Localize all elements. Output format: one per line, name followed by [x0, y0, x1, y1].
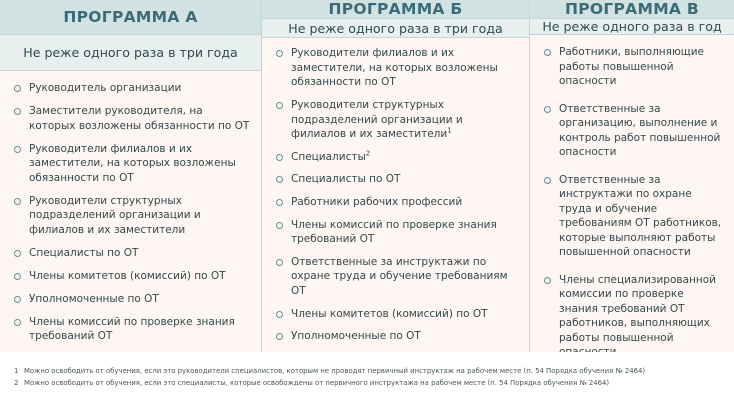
- list-item: [14, 81, 251, 96]
- program-a-frequency: Не реже одного раза в три года: [0, 34, 261, 71]
- list-item: [276, 255, 519, 299]
- program-v-list-container: [530, 35, 734, 373]
- list-item-text: Руководители структурных подразделений организации и филиалов и их заместители: [291, 99, 463, 140]
- circle-bullet-icon: [544, 49, 551, 56]
- circle-bullet-icon: [544, 106, 551, 113]
- circle-bullet-icon: [544, 177, 551, 184]
- list-item-text: Члены комиссий по проверке знания требований ОТ: [29, 315, 235, 342]
- list-item: [276, 329, 519, 344]
- program-v-frequency: Не реже одного раза в год: [530, 18, 734, 35]
- list-item-text: Работники, выполняющие работы повышенной опасности: [559, 46, 704, 87]
- footnote-number: 2: [14, 378, 19, 387]
- list-item-text: Члены комитетов (комиссий) по ОТ: [29, 269, 226, 282]
- program-b-column: [262, 0, 530, 352]
- circle-bullet-icon: [276, 311, 283, 318]
- list-item-text: Специалисты: [291, 150, 366, 163]
- list-item-text: Члены специализированной комиссии по проверке знания требований ОТ работников, выполняющих работы повышенной: [559, 273, 716, 344]
- list-item: [276, 98, 519, 142]
- list-item: [276, 172, 519, 187]
- list-item: [14, 142, 251, 186]
- list-item: [14, 292, 251, 307]
- list-item-text: Руководители филиалов и их заместители, на которых возложены обязанности по ОТ: [29, 142, 236, 184]
- list-item: [276, 46, 519, 90]
- list-item-text: Уполномоченные по ОТ: [291, 330, 421, 343]
- list-item-text: Руководители структурных подразделений организации и филиалов и их заместители: [29, 194, 201, 236]
- circle-bullet-icon: [14, 319, 21, 326]
- list-item: [14, 104, 251, 133]
- list-item: [544, 45, 724, 89]
- list-item: [276, 307, 519, 322]
- list-item: [14, 269, 251, 284]
- circle-bullet-icon: [14, 273, 21, 280]
- program-b-list-container: [262, 38, 529, 352]
- footnotes: [0, 352, 734, 408]
- list-item-text: Ответственные за инструктажи по охране труда и обучение требованиям ОТ: [291, 255, 508, 297]
- list-item: [276, 150, 519, 165]
- list-item-text: Руководители филиалов и их заместители, на которых возложены обязанности по ОТ: [291, 47, 498, 89]
- list-item-text: Члены комиссий по проверке знания требований ОТ: [291, 218, 497, 246]
- circle-bullet-icon: [276, 333, 283, 340]
- footnote: [14, 366, 734, 378]
- circle-bullet-icon: [276, 154, 283, 161]
- circle-bullet-icon: [276, 222, 283, 229]
- program-v-column: [530, 0, 734, 352]
- circle-bullet-icon: [14, 250, 21, 257]
- program-b-title: ПРОГРАММА Б: [262, 0, 529, 18]
- circle-bullet-icon: [276, 50, 283, 57]
- circle-bullet-icon: [14, 296, 21, 303]
- program-b-list: [276, 46, 519, 344]
- circle-bullet-icon: [14, 108, 21, 115]
- footnote-text: Можно освободить от обучения, если это руководители специалистов, которым не проводят первичный инструктаж на рабочем месте (п. 54 Порядка обучения № 2464): [24, 367, 646, 375]
- list-item-text: Ответственные за инструктажи по охране труда и обучение требованиям ОТ работников, которые выполняют работы повышенной опасности: [559, 173, 722, 258]
- list-item-text: Специалисты по ОТ: [291, 173, 401, 186]
- footnote-ref: 2: [365, 149, 371, 158]
- program-a-column: [0, 0, 262, 352]
- footnote: [14, 378, 734, 390]
- program-a-list: [14, 81, 251, 344]
- list-item: [544, 102, 724, 160]
- circle-bullet-icon: [544, 277, 551, 284]
- list-item: [14, 246, 251, 261]
- footnote-number: 1: [14, 367, 19, 375]
- program-a-list-container: [0, 71, 261, 352]
- list-item-text: Уполномоченные по ОТ: [29, 292, 159, 305]
- list-item: [276, 195, 519, 210]
- program-v-title: ПРОГРАММА В: [530, 0, 734, 18]
- list-item: [14, 194, 251, 238]
- list-item-text: Руководитель организации: [29, 82, 182, 94]
- list-item: [544, 173, 724, 260]
- list-item: [544, 273, 724, 360]
- circle-bullet-icon: [14, 146, 21, 153]
- list-item-text: Заместители руководителя, на которых возложены обязанности по ОТ: [29, 105, 250, 132]
- program-a-title: ПРОГРАММА А: [0, 0, 261, 34]
- footnote-ref: 1: [447, 126, 452, 135]
- program-v-list: [544, 45, 724, 360]
- circle-bullet-icon: [276, 176, 283, 183]
- footnote-text: Можно освободить от обучения, если это специалисты, которые освобождены от первичного инструктажа на рабочем месте (п. 54 Порядка обучения № 2464): [24, 378, 610, 387]
- list-item: [276, 218, 519, 247]
- circle-bullet-icon: [14, 198, 21, 205]
- circle-bullet-icon: [276, 259, 283, 266]
- list-item-text: Ответственные за организацию, выполнение и контроль работ повышенной опасности: [559, 102, 721, 158]
- list-item: [14, 315, 251, 344]
- list-item-text: Работники рабочих профессий: [291, 196, 463, 209]
- list-item-text: Специалисты по ОТ: [29, 246, 139, 259]
- program-b-frequency: Не реже одного раза в три года: [262, 18, 529, 38]
- circle-bullet-icon: [14, 85, 21, 92]
- circle-bullet-icon: [276, 199, 283, 206]
- circle-bullet-icon: [276, 102, 283, 109]
- list-item-text: Члены комитетов (комиссий) по ОТ: [291, 307, 488, 320]
